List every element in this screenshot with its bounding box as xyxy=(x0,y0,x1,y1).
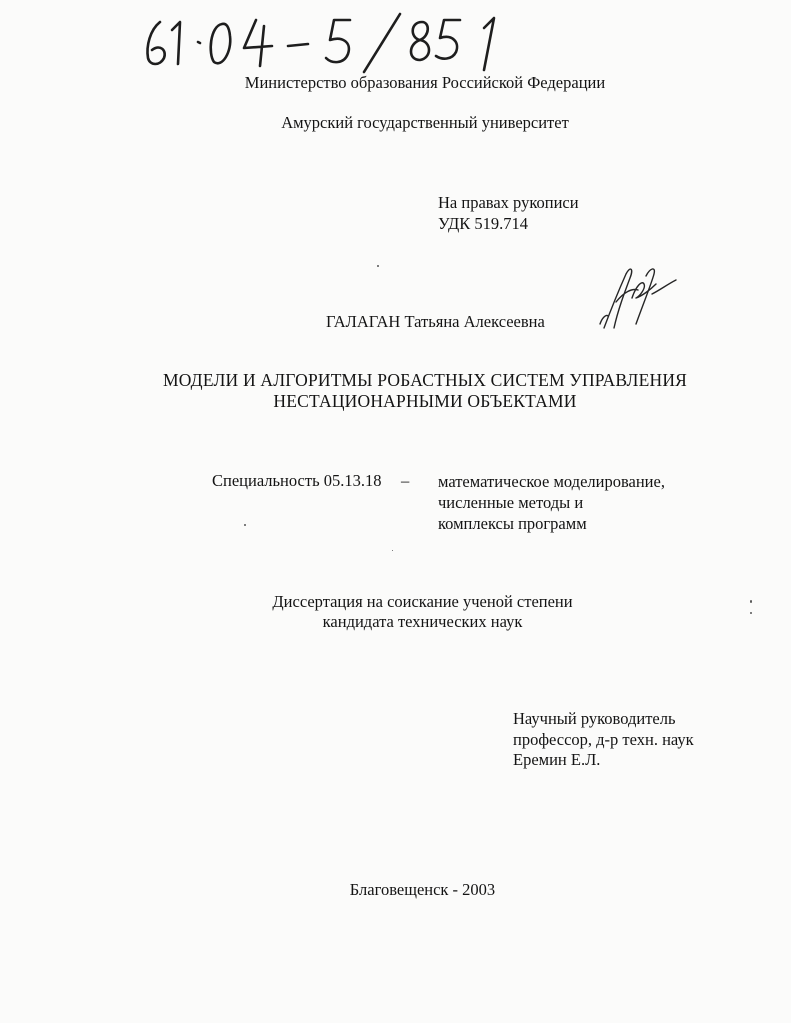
scan-speck xyxy=(244,524,246,526)
dissertation-title xyxy=(0,370,791,412)
title-line-2: НЕСТАЦИОНАРНЫМИ ОБЪЕКТАМИ xyxy=(273,391,577,411)
university-name: Амурский государственный университет xyxy=(281,113,569,132)
supervisor-name: Еремин Е.Л. xyxy=(513,750,601,769)
supervisor-position: профессор, д-р техн. наук xyxy=(513,729,694,749)
specialty-description xyxy=(438,471,665,534)
degree-line-1: Диссертация на соискание ученой степени xyxy=(272,592,573,611)
signature xyxy=(596,262,680,334)
scan-speck xyxy=(392,550,393,551)
supervisor-label: Научный руководитель xyxy=(513,709,676,728)
scan-speck xyxy=(377,265,379,267)
scan-speck xyxy=(750,600,752,603)
dissertation-degree xyxy=(0,592,791,632)
manuscript-block xyxy=(438,192,579,234)
degree-line-2: кандидата технических наук xyxy=(322,612,523,631)
specialty-desc-line: математическое моделирование, xyxy=(438,472,665,491)
specialty-label: Специальность 05.13.18 xyxy=(212,471,382,490)
udc-code: УДК 519.714 xyxy=(438,214,529,233)
city-year: Благовещенск - 2003 xyxy=(349,880,496,899)
author-name: ГАЛАГАН Татьяна Алексеевна xyxy=(326,312,545,331)
ministry-name: Министерство образования Российской Федерации xyxy=(244,73,606,92)
specialty-dash: – xyxy=(401,471,410,490)
scan-speck xyxy=(750,612,752,614)
title-line-1: МОДЕЛИ И АЛГОРИТМЫ РОБАСТНЫХ СИСТЕМ УПРАВЛЕНИЯ xyxy=(162,370,688,390)
manuscript-rights-note: На правах рукописи xyxy=(438,193,579,212)
specialty-desc-line: численные методы и xyxy=(438,493,584,512)
handwritten-reference-number xyxy=(138,8,518,78)
supervisor-block xyxy=(513,709,694,771)
specialty-desc-line: комплексы программ xyxy=(438,514,587,533)
